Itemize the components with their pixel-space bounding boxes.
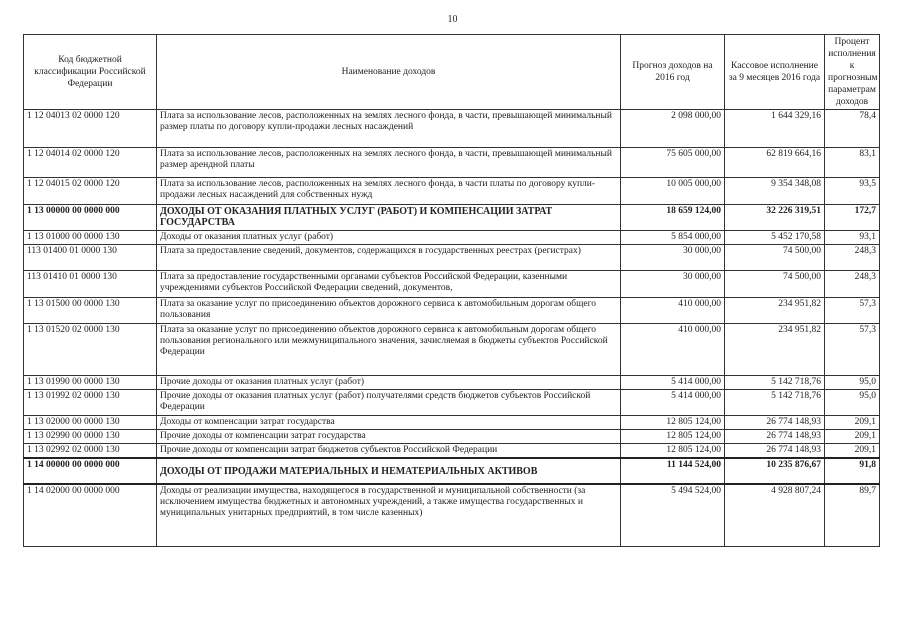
row-forecast: 12 805 124,00 bbox=[621, 444, 725, 459]
table-row bbox=[24, 416, 880, 430]
row-percent: 89,7 bbox=[825, 484, 880, 546]
table-row bbox=[24, 298, 880, 324]
row-forecast: 5 414 000,00 bbox=[621, 390, 725, 416]
table-row bbox=[24, 376, 880, 390]
table-row bbox=[24, 148, 880, 178]
row-percent: 93,1 bbox=[825, 231, 880, 245]
row-name: Прочие доходы от оказания платных услуг (работ) bbox=[157, 376, 621, 390]
row-cash: 62 819 664,16 bbox=[725, 148, 825, 178]
row-name: Плата за использование лесов, расположенных на землях лесного фонда, в части платы по договору купли-продажи лесных насаждений для собственных нужд bbox=[157, 178, 621, 205]
header-forecast: Прогноз доходов на 2016 год bbox=[621, 35, 725, 110]
row-forecast: 2 098 000,00 bbox=[621, 110, 725, 148]
table-row bbox=[24, 324, 880, 376]
row-forecast: 410 000,00 bbox=[621, 298, 725, 324]
table-row bbox=[24, 444, 880, 459]
row-code: 113 01410 01 0000 130 bbox=[24, 271, 157, 298]
table-row bbox=[24, 430, 880, 444]
row-percent: 95,0 bbox=[825, 376, 880, 390]
row-name: Прочие доходы от компенсации затрат бюджетов субъектов Российской Федерации bbox=[157, 444, 621, 459]
row-code: 113 01400 01 0000 130 bbox=[24, 245, 157, 271]
row-code: 1 13 02990 00 0000 130 bbox=[24, 430, 157, 444]
row-name: Плата за оказание услуг по присоединению объектов дорожного сервиса к автомобильным дорогам общего пользования регионального или межмуниципального значения, зачисляемая в бюджеты субъектов Российской Федерации bbox=[157, 324, 621, 376]
row-code: 1 13 01520 02 0000 130 bbox=[24, 324, 157, 376]
row-code: 1 13 00000 00 0000 000 bbox=[24, 205, 157, 231]
revenue-table bbox=[23, 34, 880, 547]
table-row bbox=[24, 110, 880, 148]
row-percent: 248,3 bbox=[825, 271, 880, 298]
row-forecast: 12 805 124,00 bbox=[621, 416, 725, 430]
row-name: ДОХОДЫ ОТ ПРОДАЖИ МАТЕРИАЛЬНЫХ И НЕМАТЕРИАЛЬНЫХ АКТИВОВ bbox=[157, 458, 621, 484]
row-forecast: 75 605 000,00 bbox=[621, 148, 725, 178]
row-code: 1 13 02992 02 0000 130 bbox=[24, 444, 157, 459]
row-forecast: 12 805 124,00 bbox=[621, 430, 725, 444]
row-name: Плата за использование лесов, расположенных на землях лесного фонда, в части, превышающей минимальный размер платы по договору купли-продажи лесных насаждений bbox=[157, 110, 621, 148]
row-cash: 26 774 148,93 bbox=[725, 444, 825, 459]
row-percent: 172,7 bbox=[825, 205, 880, 231]
table-row bbox=[24, 271, 880, 298]
row-name: Прочие доходы от компенсации затрат государства bbox=[157, 430, 621, 444]
row-percent: 83,1 bbox=[825, 148, 880, 178]
table-row bbox=[24, 484, 880, 546]
row-cash: 32 226 319,51 bbox=[725, 205, 825, 231]
header-code: Код бюджетной классификации Российской Федерации bbox=[24, 35, 157, 110]
row-forecast: 30 000,00 bbox=[621, 271, 725, 298]
row-name: Плата за предоставление сведений, документов, содержащихся в государственных реестрах (регистрах) bbox=[157, 245, 621, 271]
row-percent: 209,1 bbox=[825, 444, 880, 459]
row-cash: 5 452 170,58 bbox=[725, 231, 825, 245]
table-row bbox=[24, 178, 880, 205]
row-code: 1 13 01990 00 0000 130 bbox=[24, 376, 157, 390]
row-name: Плата за оказание услуг по присоединению объектов дорожного сервиса к автомобильным дорогам общего пользования bbox=[157, 298, 621, 324]
header-name: Наименование доходов bbox=[157, 35, 621, 110]
page-number: 10 bbox=[447, 14, 458, 25]
table-row bbox=[24, 245, 880, 271]
row-code: 1 13 01992 02 0000 130 bbox=[24, 390, 157, 416]
row-percent: 95,0 bbox=[825, 390, 880, 416]
table-row bbox=[24, 390, 880, 416]
row-name: Доходы от реализации имущества, находящегося в государственной и муниципальной собственности (за исключением имущества бюджетных и автономных учреждений, а также имущества государственных и муниципальных унитарных предприятий, в том числе казенных) bbox=[157, 484, 621, 546]
row-cash: 26 774 148,93 bbox=[725, 430, 825, 444]
row-cash: 4 928 807,24 bbox=[725, 484, 825, 546]
table-row-section bbox=[24, 458, 880, 484]
row-cash: 234 951,82 bbox=[725, 298, 825, 324]
header-cash: Кассовое исполнение за 9 месяцев 2016 года bbox=[725, 35, 825, 110]
row-percent: 209,1 bbox=[825, 430, 880, 444]
row-cash: 74 500,00 bbox=[725, 245, 825, 271]
header-percent: Процент исполнения к прогнозным параметрам доходов bbox=[825, 35, 880, 110]
row-forecast: 5 494 524,00 bbox=[621, 484, 725, 546]
row-name: Плата за предоставление государственными органами субъектов Российской Федерации, казенными учреждениями субъектов Российской Федерации сведений, документов, bbox=[157, 271, 621, 298]
row-code: 1 14 00000 00 0000 000 bbox=[24, 458, 157, 484]
row-percent: 93,5 bbox=[825, 178, 880, 205]
row-cash: 5 142 718,76 bbox=[725, 376, 825, 390]
row-code: 1 12 04014 02 0000 120 bbox=[24, 148, 157, 178]
row-code: 1 12 04013 02 0000 120 bbox=[24, 110, 157, 148]
row-name: Доходы от оказания платных услуг (работ) bbox=[157, 231, 621, 245]
table-row-section bbox=[24, 205, 880, 231]
table-row bbox=[24, 231, 880, 245]
row-code: 1 13 01500 00 0000 130 bbox=[24, 298, 157, 324]
row-name: Плата за использование лесов, расположенных на землях лесного фонда, в части, превышающей минимальный размер арендной платы bbox=[157, 148, 621, 178]
row-forecast: 410 000,00 bbox=[621, 324, 725, 376]
row-forecast: 11 144 524,00 bbox=[621, 458, 725, 484]
row-code: 1 14 02000 00 0000 000 bbox=[24, 484, 157, 546]
row-cash: 1 644 329,16 bbox=[725, 110, 825, 148]
row-cash: 5 142 718,76 bbox=[725, 390, 825, 416]
row-percent: 91,8 bbox=[825, 458, 880, 484]
row-name: ДОХОДЫ ОТ ОКАЗАНИЯ ПЛАТНЫХ УСЛУГ (РАБОТ) И КОМПЕНСАЦИИ ЗАТРАТ ГОСУДАРСТВА bbox=[157, 205, 621, 231]
table-header-row bbox=[24, 35, 880, 110]
row-percent: 57,3 bbox=[825, 324, 880, 376]
row-forecast: 30 000,00 bbox=[621, 245, 725, 271]
row-name: Прочие доходы от оказания платных услуг (работ) получателями средств бюджетов субъектов Российской Федерации bbox=[157, 390, 621, 416]
row-cash: 234 951,82 bbox=[725, 324, 825, 376]
row-percent: 248,3 bbox=[825, 245, 880, 271]
row-forecast: 18 659 124,00 bbox=[621, 205, 725, 231]
row-percent: 209,1 bbox=[825, 416, 880, 430]
row-forecast: 5 414 000,00 bbox=[621, 376, 725, 390]
row-code: 1 13 01000 00 0000 130 bbox=[24, 231, 157, 245]
row-forecast: 10 005 000,00 bbox=[621, 178, 725, 205]
row-code: 1 13 02000 00 0000 130 bbox=[24, 416, 157, 430]
row-cash: 26 774 148,93 bbox=[725, 416, 825, 430]
row-name: Доходы от компенсации затрат государства bbox=[157, 416, 621, 430]
row-cash: 10 235 876,67 bbox=[725, 458, 825, 484]
row-cash: 9 354 348,08 bbox=[725, 178, 825, 205]
row-percent: 78,4 bbox=[825, 110, 880, 148]
row-code: 1 12 04015 02 0000 120 bbox=[24, 178, 157, 205]
row-percent: 57,3 bbox=[825, 298, 880, 324]
row-forecast: 5 854 000,00 bbox=[621, 231, 725, 245]
row-cash: 74 500,00 bbox=[725, 271, 825, 298]
